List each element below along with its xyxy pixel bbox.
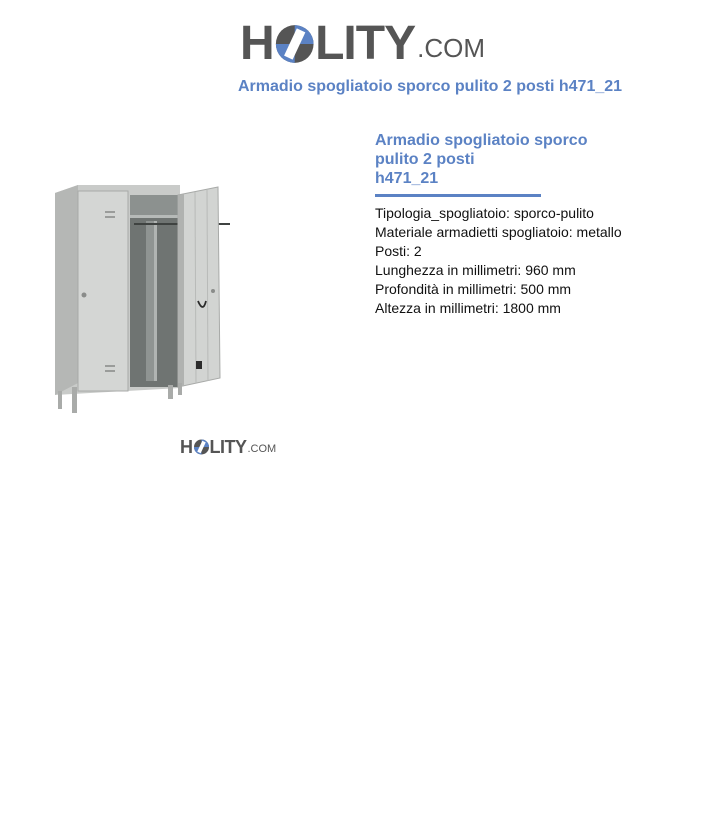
- product-heading-line: Armadio spogliatoio sporco: [375, 132, 588, 149]
- spec-value: metallo: [576, 224, 622, 240]
- spec-value: sporco-pulito: [513, 205, 594, 221]
- spec-row: Lunghezza in millimetri: 960 mm: [375, 262, 576, 278]
- locker-cabinet-image: [50, 183, 230, 418]
- spec-value: 2: [413, 243, 422, 259]
- spec-label: Materiale armadietti spogliatoio: [375, 224, 569, 240]
- logo-o-icon: [274, 20, 315, 68]
- spec-row: Profondità in millimetri: 500 mm: [375, 281, 572, 297]
- spec-list: [375, 204, 715, 318]
- spec-label: Tipologia_spogliatoio: [375, 205, 507, 221]
- logo-text-dotcom: .COM: [417, 33, 485, 63]
- spec-row: Materiale armadietti spogliatoio: metallo: [375, 224, 622, 240]
- spec-value: 960 mm: [525, 262, 576, 278]
- spec-value: 500 mm: [520, 281, 572, 297]
- product-heading-line: pulito 2 posti: [375, 151, 475, 168]
- product-code: h471_21: [375, 170, 439, 187]
- page-title: Armadio spogliatoio sporco pulito 2 posti h471_21: [237, 78, 623, 95]
- spec-row: Tipologia_spogliatoio: sporco-pulito: [375, 205, 594, 221]
- small-logo-text-lity: LITY: [209, 437, 247, 457]
- spec-row: Posti: 2: [375, 243, 422, 259]
- small-logo-text-h: H: [180, 437, 193, 457]
- spec-value: 1800 mm: [502, 300, 561, 316]
- small-logo: [180, 432, 280, 456]
- small-logo-o-icon: [193, 438, 210, 456]
- spec-label: Altezza in millimetri: [375, 300, 495, 316]
- site-logo[interactable]: [240, 10, 485, 68]
- product-heading: [375, 131, 615, 188]
- spec-label: Posti: [375, 243, 407, 259]
- small-logo-text-dotcom: .COM: [247, 443, 277, 455]
- spec-row: Altezza in millimetri: 1800 mm: [375, 300, 561, 316]
- spec-label: Profondità in millimetri: [375, 281, 513, 297]
- spec-label: Lunghezza in millimetri: [375, 262, 518, 278]
- heading-divider: [375, 194, 541, 197]
- logo-text-lity: LITY: [315, 17, 416, 70]
- logo-text-h: H: [240, 17, 274, 70]
